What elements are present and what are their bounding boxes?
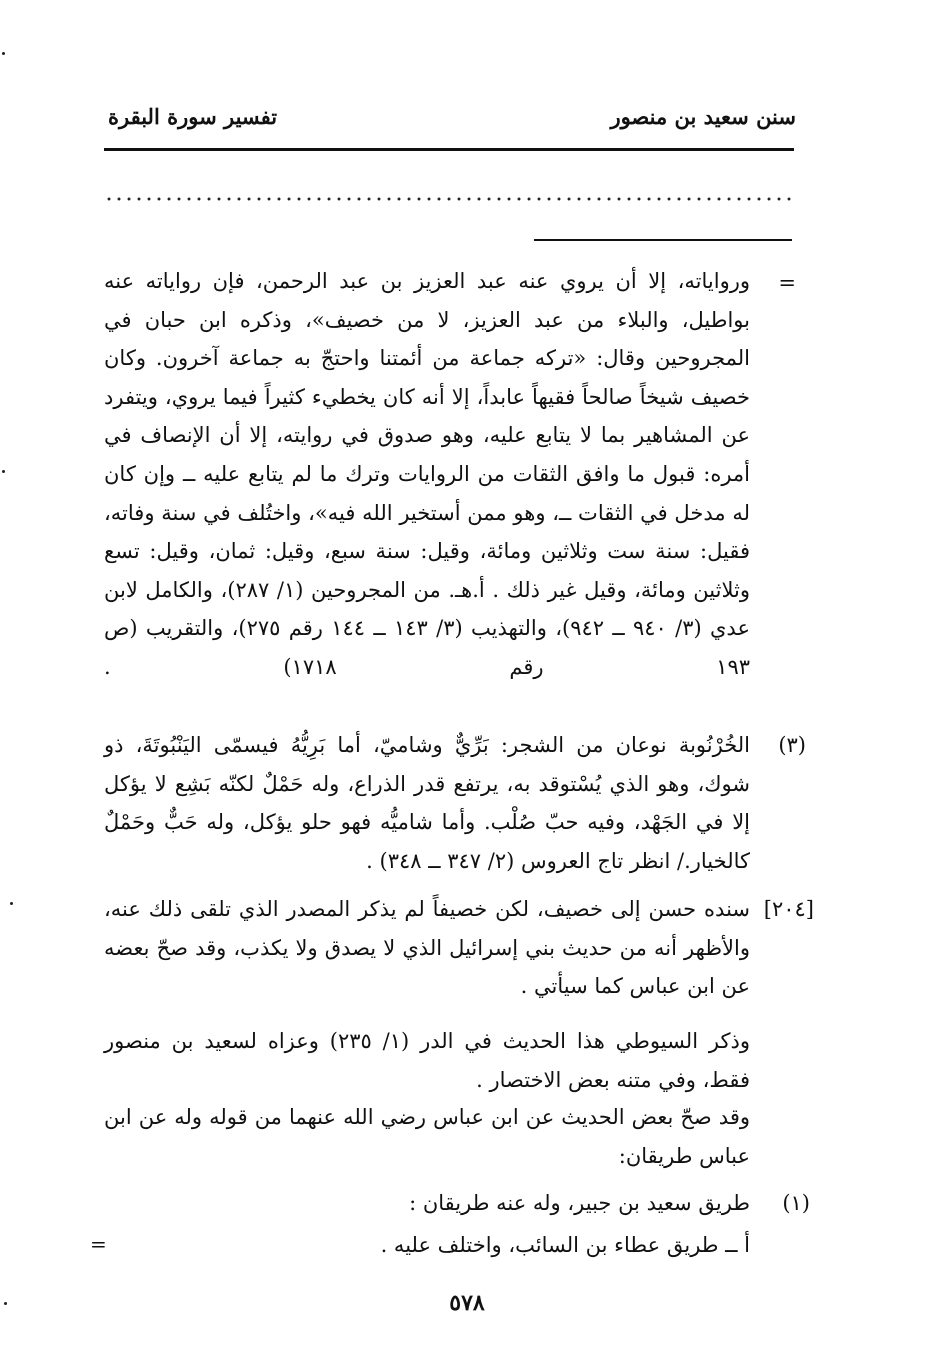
scan-speck xyxy=(2,52,5,55)
commentary-paragraph-1: سنده حسن إلى خصيف، لكن خصيفاً لم يذكر المصدر الذي تلقى ذلك عنه، والأظهر أنه من حديث بني إسرائيل الذي لا يصدق ولا يكذب، وقد صحّ بعضه عن ابن عباس كما سيأتي . xyxy=(104,897,750,999)
footnote-3-text: الخُرْنُوبة نوعان من الشجر: بَرِّيٌّ وشاميّ، أما بَرِيُّهُ فيسمّى اليَنْبُوتَةَ، ذو شوك، وهو الذي يُسْتوقد به، يرتفع قدر الذراع، وله حَمْلٌ لكنّه بَشِع لا يؤكل إلا في الجَهْد، وفيه حبّ صُلْب. وأما شاميُّه فهو حلو يؤكل، وله حَبٌّ وحَمْلٌ كالخيار./ انظر تاج العروس (٢/ ٣٤٧ ــ ٣٤٨) . xyxy=(104,733,750,873)
footnote-rule xyxy=(534,239,792,241)
footnote-3-marker: (٣) xyxy=(778,733,806,757)
commentary-paragraph-2: وذكر السيوطي هذا الحديث في الدر (١/ ٢٣٥) وعزاه لسعيد بن منصور فقط، وفي متنه بعض الاختصار . xyxy=(104,1029,750,1092)
footnote-continuation-text: وروایاته، إلا أن يروي عنه عبد العزيز بن عبد الرحمن، فإن رواياته عنه بواطيل، والبلاء من عبد العزيز، لا من خصيف»، وذكره ابن حبان في المجروحين وقال: «تركه جماعة من أئمتنا واحتجّ به جماعة آخرون. وكان خصيف شيخاً صالحاً فقيهاً عابداً، إلا أنه كان يخطيء كثيراً فيما يروي، ويتفرد عن المشاهير بما لا يتابع عليه، وهو صدوق في روايته، إلا أن الإنصاف في أمره: قبول ما وافق الثقات من الروايات وترك ما لم يتابع عليه ــ وإن كان له مدخل في الثقات ــ، وهو ممن أستخير الله فيه»، واختُلف في سنة وفاته، فقيل: سنة ست وثلاثين ومائة، وقيل: سنة سبع، وقيل: ثمان، وقيل: تسع وثلاثين ومائة، وقيل غير ذلك . أ.هـ. من المجروحين (١/ ٢٨٧)، والكامل لابن عدي (٣/ ٩٤٠ ــ ٩٤٢)، والتهذيب (٣/ ١٤٣ ــ ١٤٤ رقم ٢٧٥)، والتقريب (ص ١٩٣ رقم ١٧١٨) . xyxy=(104,269,751,679)
commentary-marker: [٢٠٤] xyxy=(763,897,814,921)
footnote-continuation-marker: = xyxy=(778,271,796,295)
scan-speck xyxy=(2,470,5,473)
commentary-paragraph-3: وقد صحّ بعض الحديث عن ابن عباس رضي الله عنهما من قوله وله عن ابن عباس طريقان: xyxy=(104,1105,750,1168)
scan-speck xyxy=(10,902,13,905)
list-item-a-text: أ ــ طريق عطاء بن السائب، واختلف عليه . xyxy=(380,1233,750,1257)
running-head xyxy=(108,104,796,129)
scan-speck xyxy=(4,1302,7,1305)
list-item-1-text: طريق سعيد بن جبير، وله عنه طريقان : xyxy=(409,1191,750,1215)
list-item-1-marker: (١) xyxy=(782,1191,810,1215)
page-number: ٥٧٨ xyxy=(449,1290,485,1316)
continuation-marker: = xyxy=(90,1232,107,1256)
dotted-separator xyxy=(104,196,794,202)
chapter-title: تفسير سورة البقرة xyxy=(108,104,278,129)
header-rule xyxy=(104,148,794,151)
book-title: سنن سعيد بن منصور xyxy=(610,104,796,129)
